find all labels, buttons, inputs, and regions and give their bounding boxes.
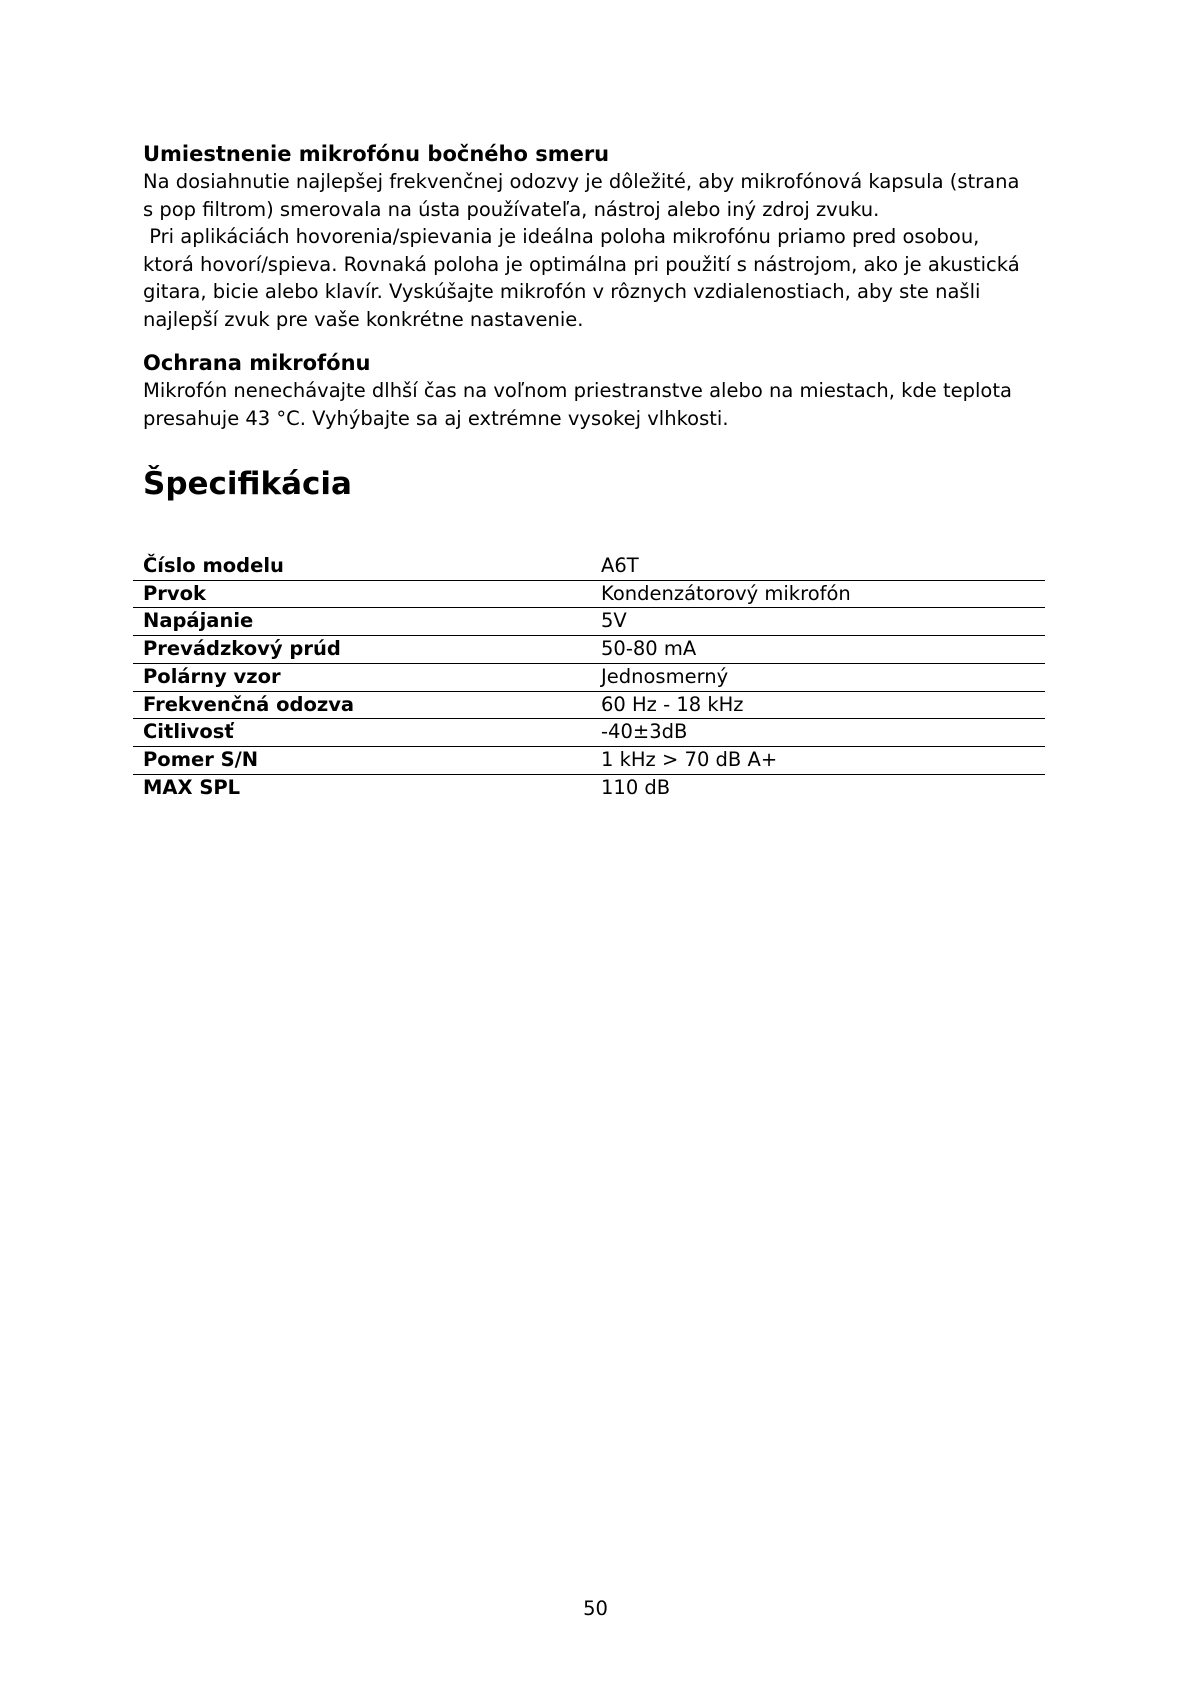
spec-table [133, 553, 1045, 801]
page-number: 50 [583, 1597, 608, 1620]
text-line: gitara, bicie alebo klavír. Vyskúšajte mikrofón v rôznych vzdialenostiach, aby ste našli [143, 280, 981, 303]
spec-value: -40±3dB [591, 719, 1045, 747]
spec-row [133, 774, 1045, 801]
text-line: ktorá hovorí/spieva. Rovnaká poloha je optimálna pri použití s nástrojom, ako je akustická [143, 252, 1020, 276]
spec-row [133, 553, 1045, 580]
section-body [143, 168, 1048, 333]
spec-key: Prvok [133, 580, 591, 608]
text-line: s pop filtrom) smerovala na ústa používateľa, nástroj alebo iný zdroj zvuku. [143, 197, 880, 221]
spec-key: Číslo modelu [133, 553, 591, 580]
spec-row [133, 719, 1045, 747]
spec-value: A6T [591, 553, 1045, 580]
section-heading: Ochrana mikrofónu [143, 351, 371, 375]
text-line: presahuje 43 °C. Vyhýbajte sa aj extrémne vysokej vlhkosti. [143, 406, 729, 430]
text-line: Mikrofón nenechávajte dlhší čas na voľnom priestranstve alebo na miestach, kde teplota [143, 379, 1012, 402]
section-mic-protection [143, 349, 1048, 432]
text-line: najlepší zvuk pre vaše konkrétne nastavenie. [143, 307, 584, 331]
spec-key: Frekvenčná odozva [133, 691, 591, 719]
spec-key: MAX SPL [143, 775, 241, 799]
spec-row [133, 663, 1045, 691]
spec-key: Napájanie [133, 608, 591, 636]
spec-key: Pomer S/N [133, 746, 591, 774]
spec-value: Jednosmerný [591, 663, 1045, 691]
spec-value: 5V [591, 608, 1045, 636]
section-mic-placement [143, 140, 1048, 333]
spec-key: Citlivosť [133, 719, 591, 747]
section-heading: Umiestnenie mikrofónu bočného smeru [143, 142, 610, 166]
spec-value: 1 kHz > 70 dB A+ [591, 746, 1045, 774]
spec-row [133, 580, 1045, 608]
spec-title: Špecifikácia [143, 466, 352, 502]
spec-row [133, 691, 1045, 719]
spec-row [133, 636, 1045, 664]
spec-row [133, 608, 1045, 636]
spec-key: Prevádzkový prúd [133, 636, 591, 664]
spec-value: 50-80 mA [591, 636, 1045, 664]
text-line: Pri aplikáciách hovorenia/spievania je ideálna poloha mikrofónu priamo pred osobou, [143, 225, 980, 248]
page-content [143, 140, 1048, 432]
text-line: Na dosiahnutie najlepšej frekvenčnej odozvy je dôležité, aby mikrofónová kapsula (strana [143, 170, 1020, 193]
spec-row [133, 746, 1045, 774]
spec-value: 110 dB [601, 775, 671, 799]
spec-value: Kondenzátorový mikrofón [591, 580, 1045, 608]
spec-value: 60 Hz - 18 kHz [591, 691, 1045, 719]
spec-key: Polárny vzor [133, 663, 591, 691]
section-body [143, 377, 1048, 432]
